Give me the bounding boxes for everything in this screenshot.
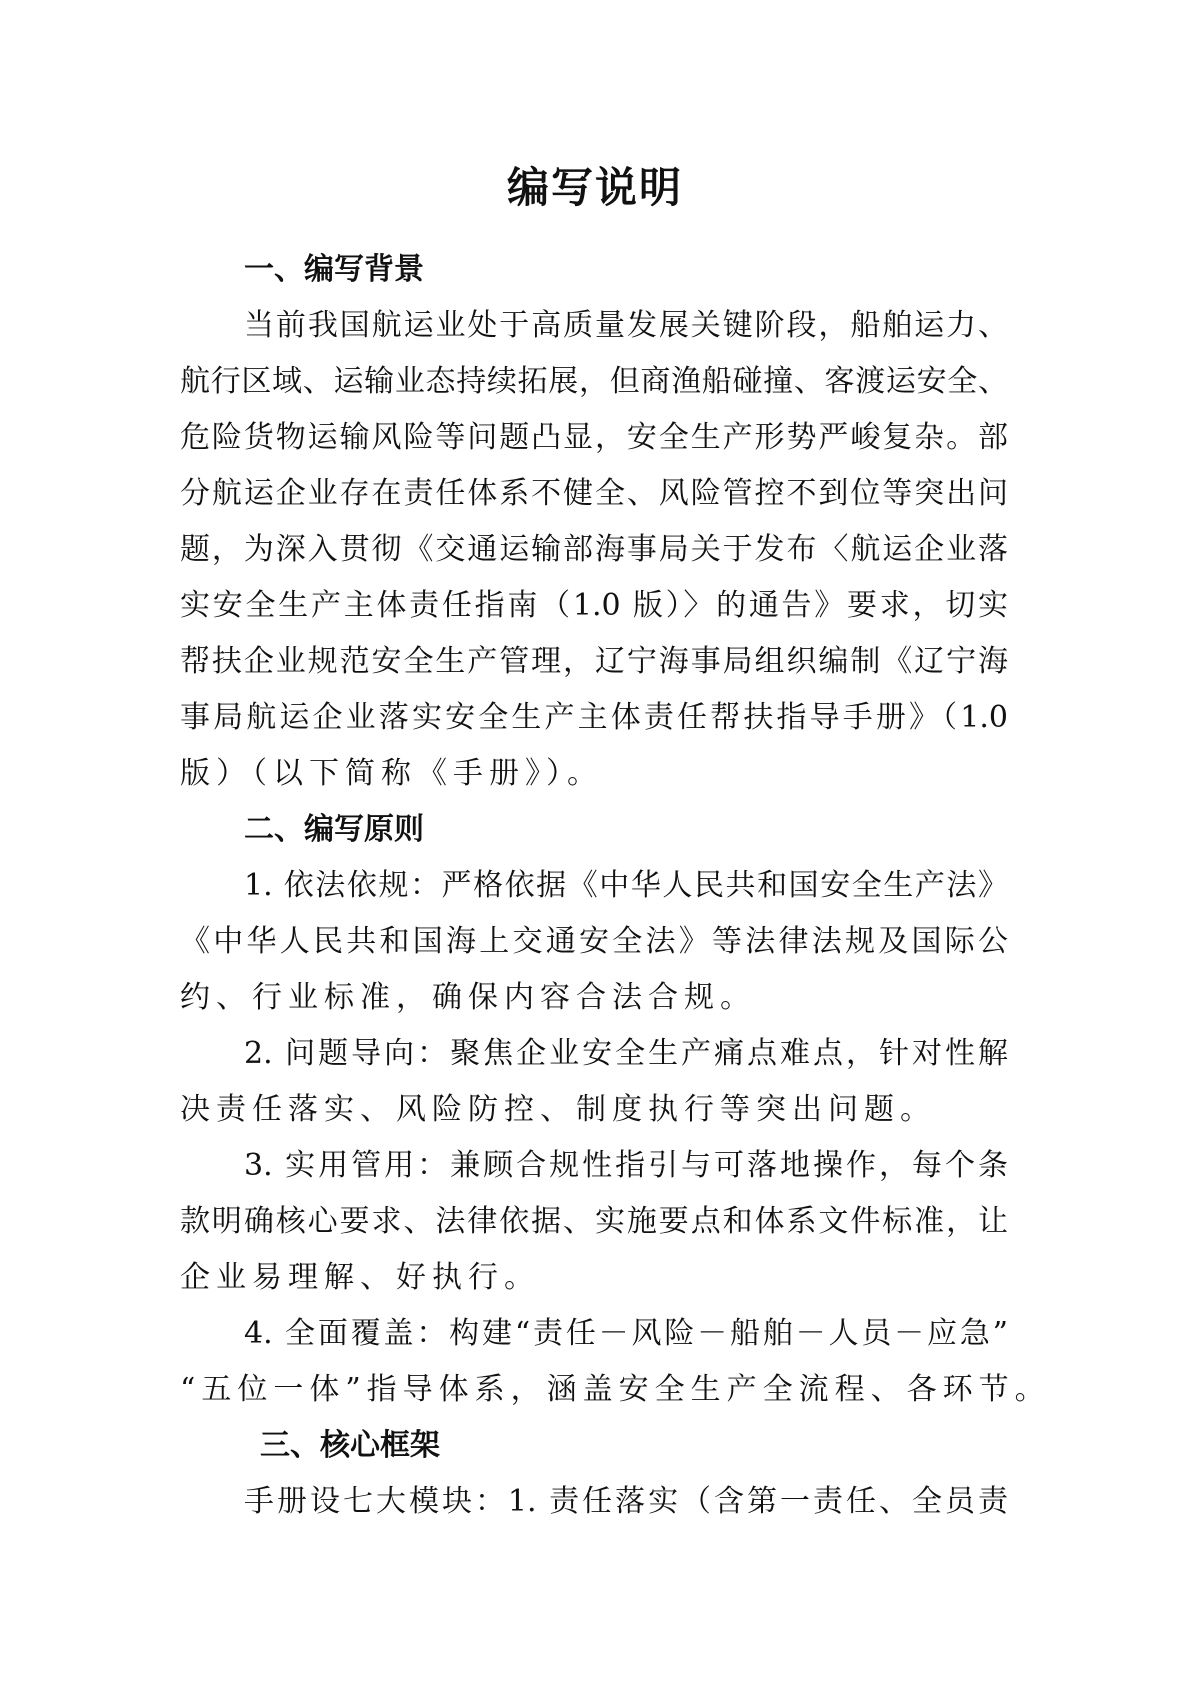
section-heading: 三、核心框架 [260,1428,440,1463]
paragraph-line: 实安全生产主体责任指南（1.0 版）〉的通告》要求，切实 [180,588,1008,623]
paragraph-line: 款明确核心要求、法律依据、实施要点和体系文件标准，让 [180,1204,1008,1239]
paragraph-line: 3. 实用管用：兼顾合规性指引与可落地操作，每个条 [244,1148,1008,1183]
paragraph-line: 事局航运企业落实安全生产主体责任帮扶指导手册》（1.0 [180,700,1008,735]
paragraph-line: 版）（以下简称《手册》）。 [180,756,603,791]
paragraph-line: 题，为深入贯彻《交通运输部海事局关于发布〈航运企业落 [180,532,1008,567]
section-heading: 二、编写原则 [244,812,424,847]
paragraph-line: 帮扶企业规范安全生产管理，辽宁海事局组织编制《辽宁海 [180,644,1008,679]
paragraph-line: 4. 全面覆盖：构建“责任－风险－船舶－人员－应急” [244,1316,1008,1351]
paragraph-line: 危险货物运输风险等问题凸显，安全生产形势严峻复杂。部 [180,420,1008,455]
document-body [180,242,1051,1530]
document-title: 编写说明 [506,163,683,212]
paragraph-line: “五位一体”指导体系，涵盖安全生产全流程、各环节。 [180,1372,1051,1407]
paragraph-line: 当前我国航运业处于高质量发展关键阶段，船舶运力、 [244,308,1008,343]
paragraph-line: 《中华人民共和国海上交通安全法》等法律法规及国际公 [180,924,1008,959]
paragraph-line: 航行区域、运输业态持续拓展，但商渔船碰撞、客渡运安全、 [180,364,1008,399]
paragraph-line: 约、行业标准，确保内容合法合规。 [180,980,756,1015]
paragraph-line: 分航运企业存在责任体系不健全、风险管控不到位等突出问 [180,476,1008,511]
paragraph-line: 决责任落实、风险防控、制度执行等突出问题。 [180,1092,936,1127]
paragraph-line: 手册设七大模块：1. 责任落实（含第一责任、全员责 [244,1484,1008,1519]
paragraph-line: 1. 依法依规：严格依据《中华人民共和国安全生产法》 [244,868,1008,903]
paragraph-line: 2. 问题导向：聚焦企业安全生产痛点难点，针对性解 [244,1036,1008,1071]
section-heading: 一、编写背景 [244,252,424,287]
paragraph-line: 企业易理解、好执行。 [180,1260,540,1295]
